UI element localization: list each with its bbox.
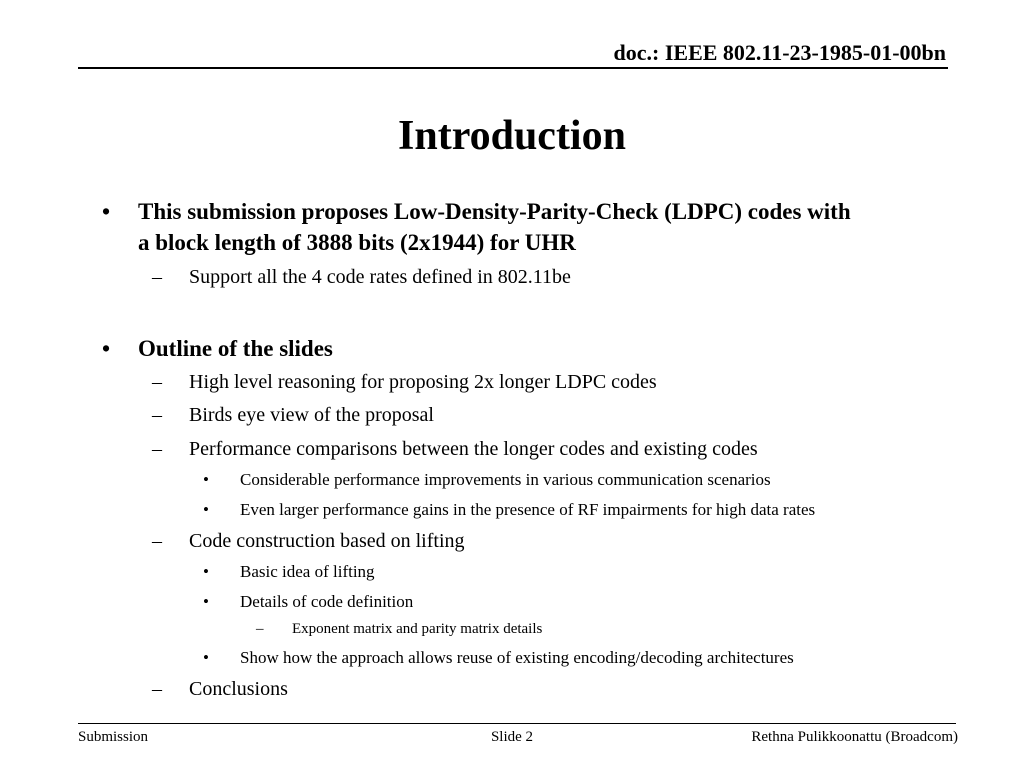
bullet-marker: • <box>203 500 209 519</box>
outline-subitem-basic-idea: Basic idea of lifting <box>240 562 375 581</box>
bullet-marker: • <box>203 592 209 611</box>
bullet-marker: • <box>203 470 209 489</box>
document-id: doc.: IEEE 802.11-23-1985-01-00bn <box>613 40 946 65</box>
bullet-marker: • <box>203 562 209 581</box>
footer-divider <box>78 723 956 724</box>
outline-subsubitem-matrix: Exponent matrix and parity matrix details <box>292 621 543 637</box>
outline-item-lifting: Code construction based on lifting <box>189 530 465 552</box>
bullet-marker: • <box>102 336 111 361</box>
dash-marker: – <box>152 678 162 700</box>
dash-marker: – <box>256 621 264 637</box>
outline-item-birds-eye: Birds eye view of the proposal <box>189 404 434 426</box>
bullet1-line1: This submission proposes Low-Density-Parity-Check (LDPC) codes with <box>138 199 851 224</box>
dash-marker: – <box>152 266 162 288</box>
slide-number: Slide 2 <box>490 729 534 745</box>
bullet1-line2: a block length of 3888 bits (2x1944) for UHR <box>138 230 576 255</box>
dash-marker: – <box>152 371 162 393</box>
footer-author: Rethna Pulikkoonattu (Broadcom) <box>751 729 958 745</box>
bullet-marker: • <box>102 199 111 224</box>
bullet2-outline: Outline of the slides <box>138 336 333 361</box>
bullet-marker: • <box>203 648 209 667</box>
outline-subitem-code-definition: Details of code definition <box>240 592 414 611</box>
outline-item-performance: Performance comparisons between the longer codes and existing codes <box>189 438 758 460</box>
outline-subitem-rf-gains: Even larger performance gains in the presence of RF impairments for high data rates <box>240 500 816 519</box>
dash-marker: – <box>152 438 162 460</box>
dash-marker: – <box>152 530 162 552</box>
outline-subitem-reuse: Show how the approach allows reuse of existing encoding/decoding architectures <box>240 648 794 667</box>
outline-item-conclusions: Conclusions <box>189 678 288 700</box>
outline-item-reasoning: High level reasoning for proposing 2x longer LDPC codes <box>189 371 657 393</box>
footer-submission: Submission <box>78 729 149 745</box>
slide-title: Introduction <box>398 113 626 159</box>
outline-subitem-improvements: Considerable performance improvements in various communication scenarios <box>240 470 771 489</box>
dash-marker: – <box>152 404 162 426</box>
sub-item-code-rates: Support all the 4 code rates defined in 802.11be <box>189 266 571 288</box>
